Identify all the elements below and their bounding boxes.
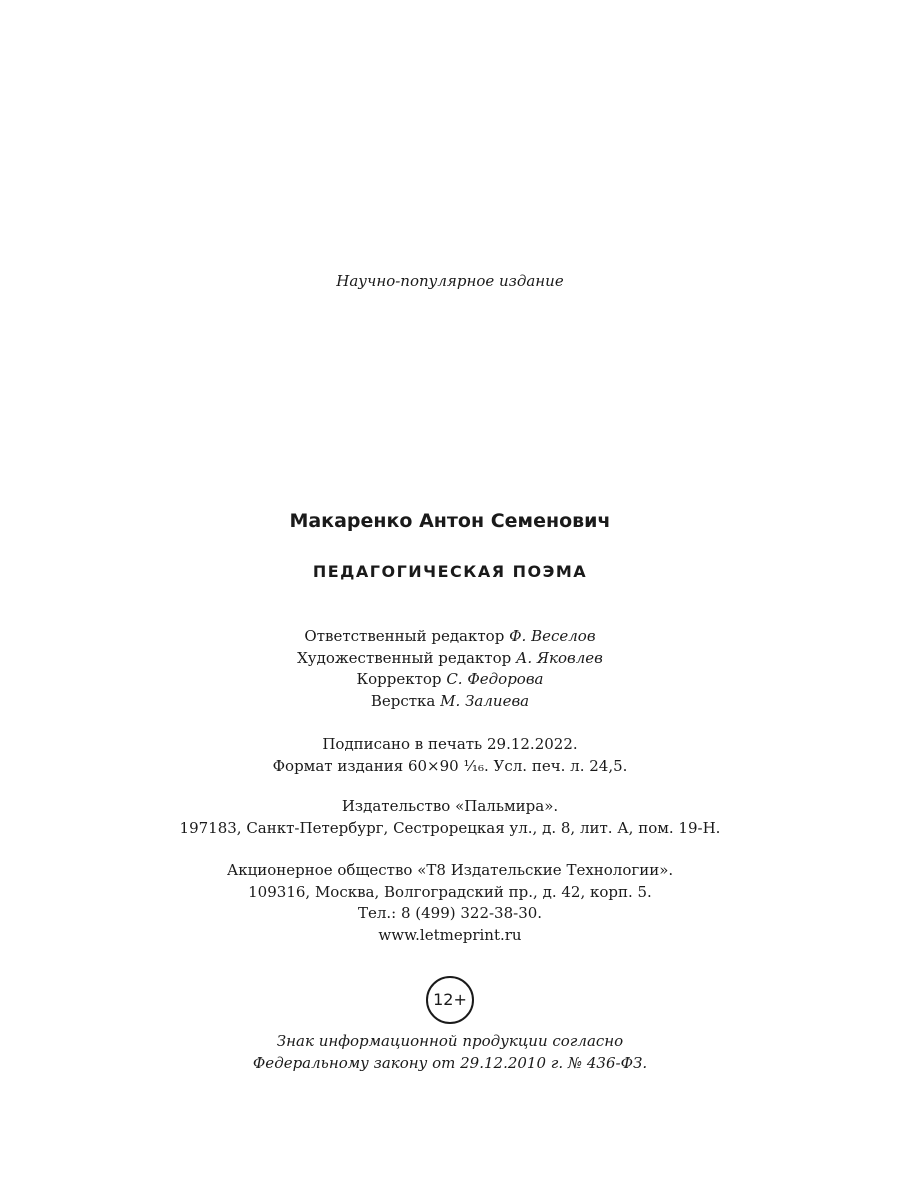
credit-role: Художественный редактор [297, 648, 512, 667]
credit-line [0, 648, 900, 670]
publisher-block [0, 796, 900, 839]
info-product-notice [0, 1031, 900, 1074]
author-name: Макаренко Антон Семенович [289, 510, 611, 532]
credit-role: Верстка [370, 691, 436, 710]
credit-person: М. Залиева [440, 691, 530, 710]
printer-phone: Тел.: 8 (499) 322-38-30. [357, 904, 543, 922]
notice-line-1: Знак информационной продукции согласно [276, 1032, 624, 1050]
publisher-name: Издательство «Пальмира». [341, 797, 559, 815]
printer-name: Акционерное общество «Т8 Издательские Технологии». [226, 861, 674, 879]
print-info-block [0, 734, 900, 777]
credits-block [0, 626, 900, 712]
age-rating-wrapper [0, 976, 900, 1026]
credit-role: Ответственный редактор [304, 627, 505, 645]
signed-to-print: Подписано в печать 29.12.2022. [322, 735, 578, 753]
credit-person: А. Яковлев [516, 648, 603, 667]
age-rating-badge: 12+ [426, 976, 474, 1024]
credit-line [0, 626, 900, 648]
book-title: ПЕДАГОГИЧЕСКАЯ ПОЭМА [312, 562, 588, 581]
credit-person: С. Федорова [446, 670, 544, 688]
printer-address: 109316, Москва, Волгоградский пр., д. 42, корп. 5. [248, 882, 652, 901]
credit-line [0, 691, 900, 713]
publisher-address: 197183, Санкт-Петербург, Сестрорецкая ул., д. 8, лит. А, пом. 19-Н. [179, 818, 721, 837]
notice-line-2: Федеральному закону от 29.12.2010 г. № 436-ФЗ. [252, 1053, 648, 1072]
credit-person: Ф. Веселов [509, 627, 596, 645]
edition-format: Формат издания 60×90 ¹⁄₁₆. Усл. печ. л. 24,5. [272, 756, 628, 775]
genre-label: Научно-популярное издание [336, 272, 564, 290]
credit-line [0, 669, 900, 691]
credit-role: Корректор [356, 670, 442, 688]
printer-website: www.letmeprint.ru [378, 925, 522, 944]
printer-block [0, 860, 900, 946]
